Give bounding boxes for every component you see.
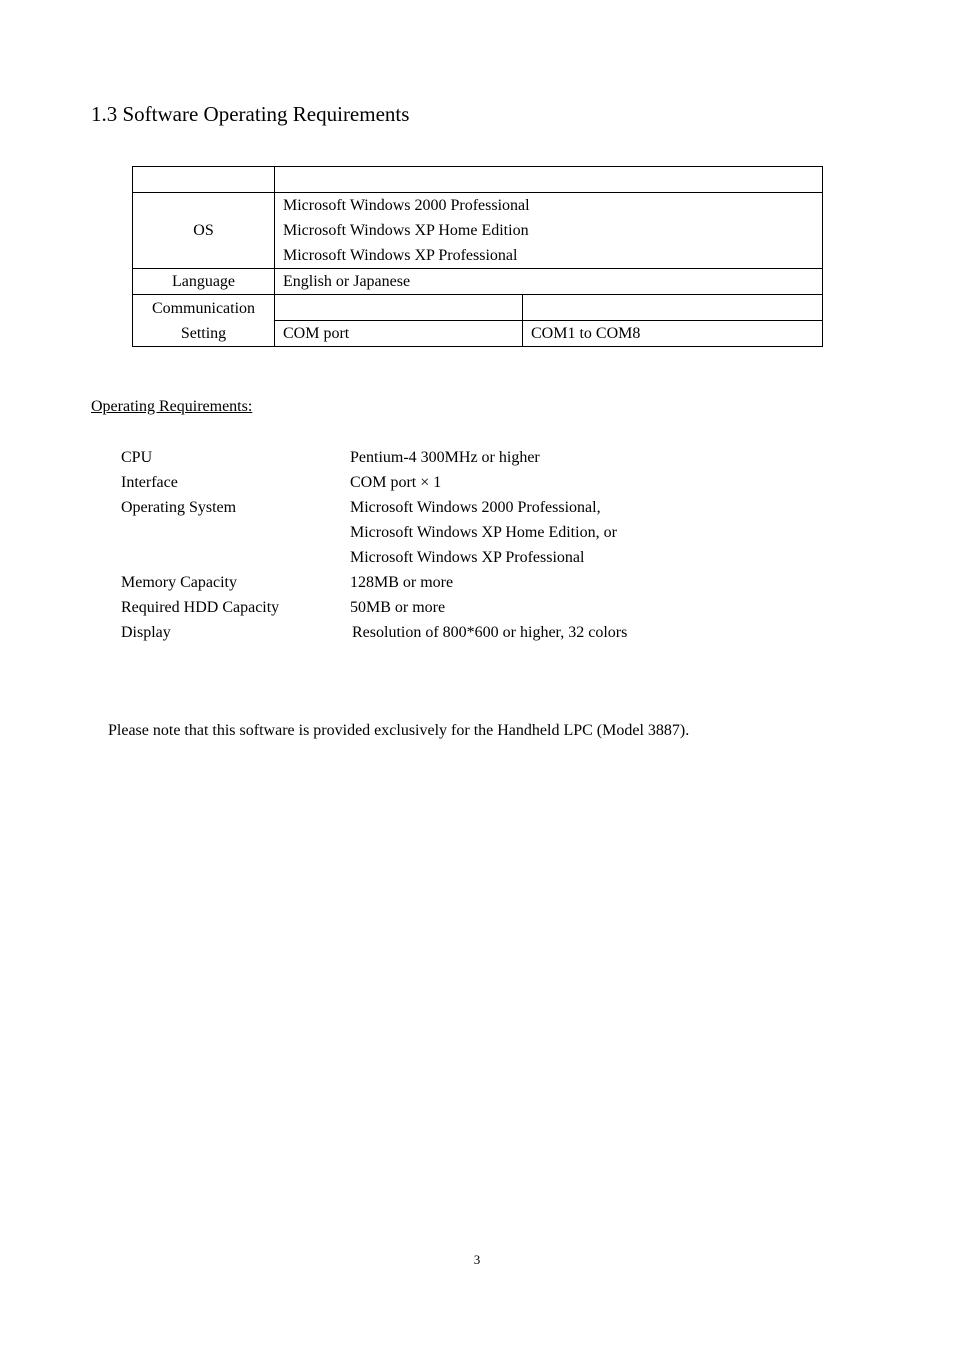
list-item: [121, 620, 627, 645]
exclusive-use-note: Please note that this software is provided exclusively for the Handheld LPC (Model 3887).: [108, 722, 690, 739]
requirement-key: Interface: [121, 474, 178, 491]
table-row-communication-header: [133, 295, 823, 321]
os-label: OS: [133, 193, 275, 269]
list-item: [121, 595, 627, 620]
language-label: Language: [133, 269, 275, 295]
communication-label-line: Communication: [151, 299, 256, 317]
requirement-key: Required HDD Capacity: [121, 599, 280, 616]
requirement-value: [350, 495, 617, 570]
requirement-value-line: Microsoft Windows XP Professional: [350, 549, 585, 566]
requirement-key: CPU: [121, 449, 153, 466]
os-value: Microsoft Windows 2000 Professional: [283, 197, 530, 214]
table-header-row: [133, 167, 823, 193]
requirement-key: Display: [121, 624, 171, 641]
os-value: Microsoft Windows XP Home Edition: [283, 222, 529, 239]
communication-subheader-cell: [523, 295, 823, 321]
table-row-language: [133, 269, 823, 295]
communication-subheader-cell: [275, 295, 523, 321]
requirement-value-line: COM port × 1: [350, 474, 442, 491]
requirement-value-line: Pentium-4 300MHz or higher: [350, 449, 540, 466]
requirement-key: Memory Capacity: [121, 574, 237, 591]
com-port-value: COM1 to COM8: [523, 321, 823, 347]
requirement-value-line: Resolution of 800*600 or higher, 32 colors: [352, 624, 628, 641]
requirement-value-line: Microsoft Windows XP Home Edition, or: [350, 524, 617, 541]
requirement-value-line: 128MB or more: [350, 574, 454, 591]
section-title: 1.3 Software Operating Requirements: [91, 102, 410, 126]
table-header-cell: [133, 167, 275, 193]
requirement-value-line: 50MB or more: [350, 599, 446, 616]
requirement-key: Operating System: [121, 499, 237, 516]
language-value: English or Japanese: [275, 269, 823, 295]
list-item: [121, 445, 627, 470]
requirement-value: [350, 470, 441, 495]
requirement-value: [350, 445, 540, 470]
page-number: 3: [473, 1252, 481, 1267]
operating-requirements-list: [121, 445, 627, 645]
com-port-label: COM port: [275, 321, 523, 347]
list-item: [121, 570, 627, 595]
os-values: [275, 193, 823, 269]
communication-label: [133, 295, 275, 347]
requirement-value: [350, 620, 627, 645]
table-row-os: [133, 193, 823, 269]
software-requirements-table: [132, 166, 823, 347]
communication-label-line: Setting: [180, 324, 227, 342]
table-header-cell: [275, 167, 823, 193]
operating-requirements-heading: Operating Requirements:: [91, 398, 253, 415]
requirement-value-line: Microsoft Windows 2000 Professional,: [350, 499, 601, 516]
requirement-value: [350, 570, 453, 595]
os-value: Microsoft Windows XP Professional: [283, 247, 518, 264]
list-item: [121, 470, 627, 495]
list-item: [121, 495, 627, 570]
requirement-value: [350, 595, 445, 620]
